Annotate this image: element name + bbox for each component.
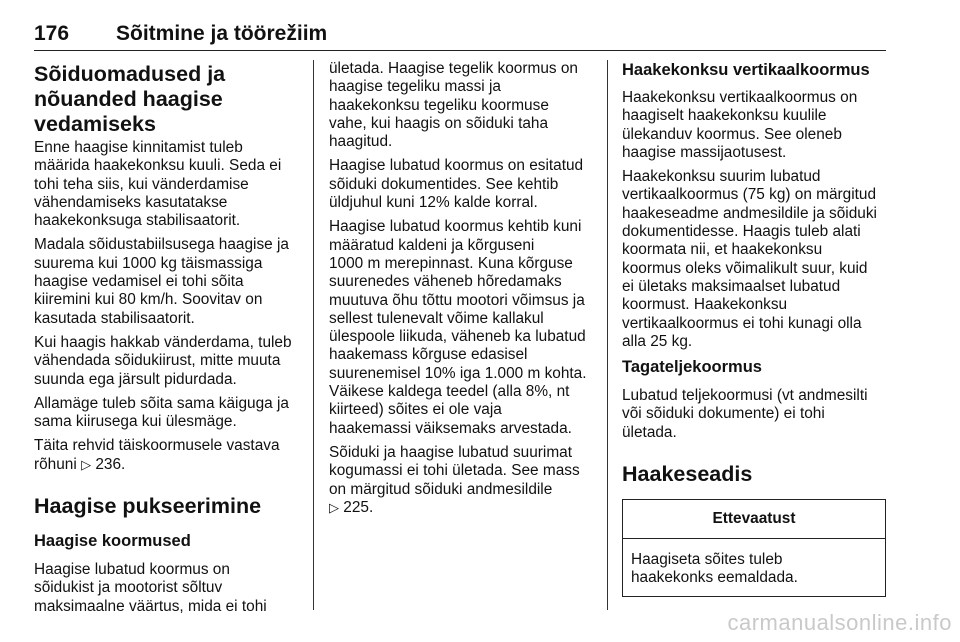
paragraph: Kui haagis hakkab vänderdama, tuleb vähendada sõidukiirust, mitte muuta suunda ega järsult pidurdada. [34,333,292,388]
paragraph: Sõiduki ja haagise lubatud suurimat kogumassi ei tohi ületada. See mass on märgitud sõiduki andmesildile ▷ 225. [329,443,580,516]
warning-box [622,499,886,597]
section-heading: Haagise pukseerimine [34,494,262,519]
paragraph: Haakekonksu suurim lubatud vertikaalkoormus (75 kg) on märgitud haakeseadme andmesildile ja sõiduki dokumentidesse. Haagis tuleb alati koormata nii, et haakekonksu koormus oleks võimalikult suur, kuid ei ületaks maksimaalset lubatud koormust. Haakekonksu vertikaalkoormus ei tohi kunagi olla alla 25 kg. [622,168,877,350]
column-middle [329,60,595,523]
paragraph: Haagise lubatud koormus kehtib kuni määratud kaldeni ja kõrguseni 1000 m merepinnast. Kuna kõrguse suurenedes väheneb hõredamaks muutuva õhu tõttu mootori võimsus ja sellest tulenevalt võime kallakul ülespoole liikuda, väheneb ka lubatud haakemass kõrguse edasisel suurenemisel 10% iga 1.000 m kohta. Väikese kaldega teedel (alla 8%, nt kiirteed) sõites ei ole vaja haakemassi väiksemaks arvestada. [329,218,587,437]
column-divider [313,60,314,610]
paragraph: ületada. Haagise tegelik koormus on haagise tegeliku massi ja haakekonksu tegeliku koormuse vahe, kui haagis on sõiduki taha haagitud. [329,60,578,151]
page-reference-icon: ▷ [329,499,339,515]
paragraph: Haagise lubatud koormus on sõidukist ja mootorist sõltuv maksimaalne väärtus, mida ei tohi [34,561,267,615]
warning-title: Ettevaatust [623,500,885,539]
main-heading: Sõiduomadused ja nõuanded haagise vedamiseks [34,62,226,136]
watermark: carmanualsonline.info [727,610,952,635]
page-reference-icon: ▷ [81,456,92,472]
page-reference-link[interactable]: 225. [343,498,374,516]
paragraph: Täita rehvid täiskoormusele vastava rõhuni ▷ 236. [34,437,280,473]
warning-body: Haagiseta sõites tuleb haakekonks eemaldada. [631,551,798,587]
paragraph: Haagise lubatud koormus on esitatud sõiduki dokumentides. See kehtib üldjuhul kuni 12% kalde korral. [329,157,584,212]
page-header [34,10,886,51]
subsection-heading: Tagateljekoormus [622,358,762,377]
column-divider [607,60,608,610]
paragraph: Allamäge tuleb sõita sama käiguga ja sama kiirusega kui ülesmäge. [34,394,289,431]
column-right [622,60,888,597]
paragraph: Enne haagise kinnitamist tuleb määrida haakekonksu kuuli. Seda ei tohi teha siis, kui vänderdamise vähendamiseks kasutatakse haakekonksuga stabilisaatorit. [34,139,282,230]
section-heading: Haakeseadis [622,462,753,487]
page-reference-link[interactable]: 236. [95,455,126,473]
paragraph: Lubatud teljekoormusi (vt andmesilti või sõiduki dokumente) ei tohi ületada. [622,387,868,441]
subsection-heading: Haakekonksu vertikaalkoormus [622,61,870,79]
column-left [34,60,300,622]
paragraph: Haakekonksu vertikaalkoormus on haagiselt haakekonksu kuulile ülekanduv koormus. See oleneb haagise massijaotusest. [622,89,858,161]
subsection-heading: Haagise koormused [34,532,191,551]
page-number: 176 [34,22,70,45]
paragraph: Madala sõidustabiilsusega haagise ja suurema kui 1000 kg täismassiga haagise vedamisel ei tohi sõita kiiremini kui 80 km/h. Soovitav on kasutada stabilisaatorit. [34,236,289,327]
chapter-title: Sõitmine ja töörežiim [116,22,328,45]
